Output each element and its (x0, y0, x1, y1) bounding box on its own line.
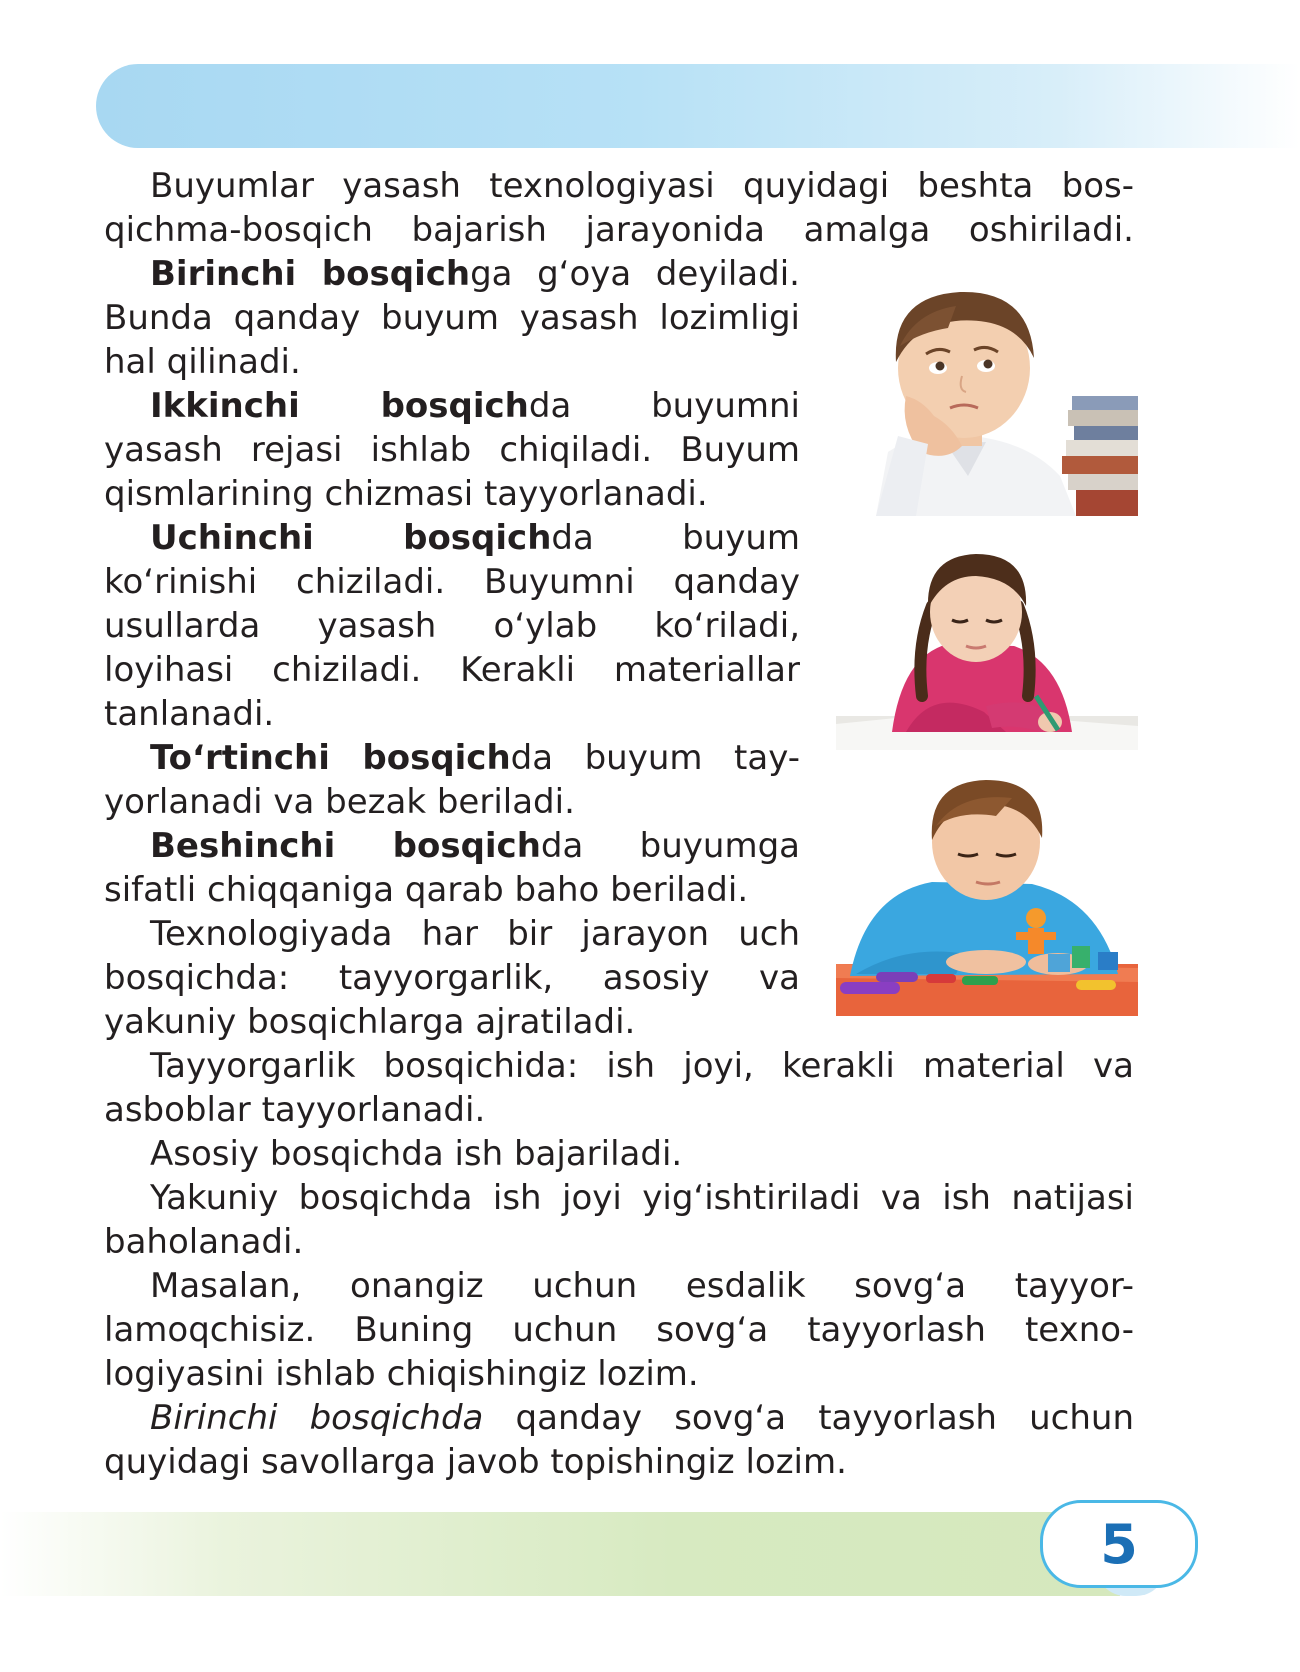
text-line: Masalan, onangiz uchun esdalik sovg‘a tayyor- (150, 1266, 1134, 1306)
text-line: qismlarining chizmasi tayyorlanadi. (104, 474, 708, 514)
stage3-heading-line (104, 516, 800, 560)
stage5-text: da buyumga (540, 826, 800, 866)
question-term: Birinchi bosqichda (150, 1398, 484, 1438)
stage1-heading-line (104, 252, 800, 296)
text-line: loyihasi chiziladi. Kerakli materiallar (104, 650, 800, 690)
stage2-term: Ikkinchi bosqich (150, 386, 529, 426)
text-line: logiyasini ishlab chiqishingiz lozim. (104, 1354, 699, 1394)
stage4-heading-line (104, 736, 800, 780)
stage3-text: da buyum (551, 518, 800, 558)
text-line: Asosiy bosqichda ish bajariladi. (150, 1134, 683, 1174)
text-line: lamoqchisiz. Buning uchun sovg‘a tayyorlash texno- (104, 1310, 1134, 1350)
thinking-boy-photo (836, 276, 1138, 516)
question-line (104, 1396, 1134, 1440)
text-line: Yakuniy bosqichda ish joyi yig‘ishtiriladi va ish natijasi (150, 1178, 1134, 1218)
text-line: Texnologiyada har bir jarayon uch (150, 914, 800, 954)
text-line: sifatli chiqqaniga qarab baho beriladi. (104, 870, 749, 910)
girl-writing-photo (836, 536, 1138, 750)
stage5-heading-line (104, 824, 800, 868)
text-line: ko‘rinishi chiziladi. Buyumni qanday (104, 562, 800, 602)
text-line: baholanadi. (104, 1222, 304, 1262)
stage2-text: da buyumni (528, 386, 801, 426)
stage1-text: ga g‘oya deyiladi. (470, 254, 800, 294)
text-line: quyidagi savollarga javob topishingiz lozim. (104, 1442, 847, 1482)
text-line: bosqichda: tayyorgarlik, asosiy va (104, 958, 800, 998)
question-text: qanday sovg‘a tayyorlash uchun (483, 1398, 1135, 1438)
text-line: yakuniy bosqichlarga ajratiladi. (104, 1002, 636, 1042)
stage4-term: To‘rtinchi bosqich (150, 738, 511, 778)
text-line: hal qilinadi. (104, 342, 301, 382)
text-line: Bunda qanday buyum yasash lozimligi (104, 298, 800, 338)
stage5-term: Beshinchi bosqich (150, 826, 541, 866)
text-line: qichma-bosqich bajarish jarayonida amalga oshiriladi. (104, 210, 1134, 250)
text-line: asboblar tayyorlanadi. (104, 1090, 486, 1130)
text-line: Tayyorgarlik bosqichida: ish joyi, kerakli material va (150, 1046, 1134, 1086)
stage4-text: da buyum tay- (510, 738, 800, 778)
text-line: Buyumlar yasash texnologiyasi quyidagi beshta bos- (150, 166, 1134, 206)
footer-band (0, 1512, 1120, 1596)
stage2-heading-line (104, 384, 800, 428)
text-line: yorlanadi va bezak beriladi. (104, 782, 575, 822)
stage1-term: Birinchi bosqich (150, 254, 471, 294)
text-line: yasash rejasi ishlab chiqiladi. Buyum (104, 430, 800, 470)
stage3-term: Uchinchi bosqich (150, 518, 552, 558)
text-line: usullarda yasash o‘ylab ko‘riladi, (104, 606, 800, 646)
text-line: tanlanadi. (104, 694, 275, 734)
boy-plasticine-photo (836, 768, 1138, 1016)
header-band (96, 64, 1300, 148)
page-number: 5 (1040, 1500, 1198, 1588)
